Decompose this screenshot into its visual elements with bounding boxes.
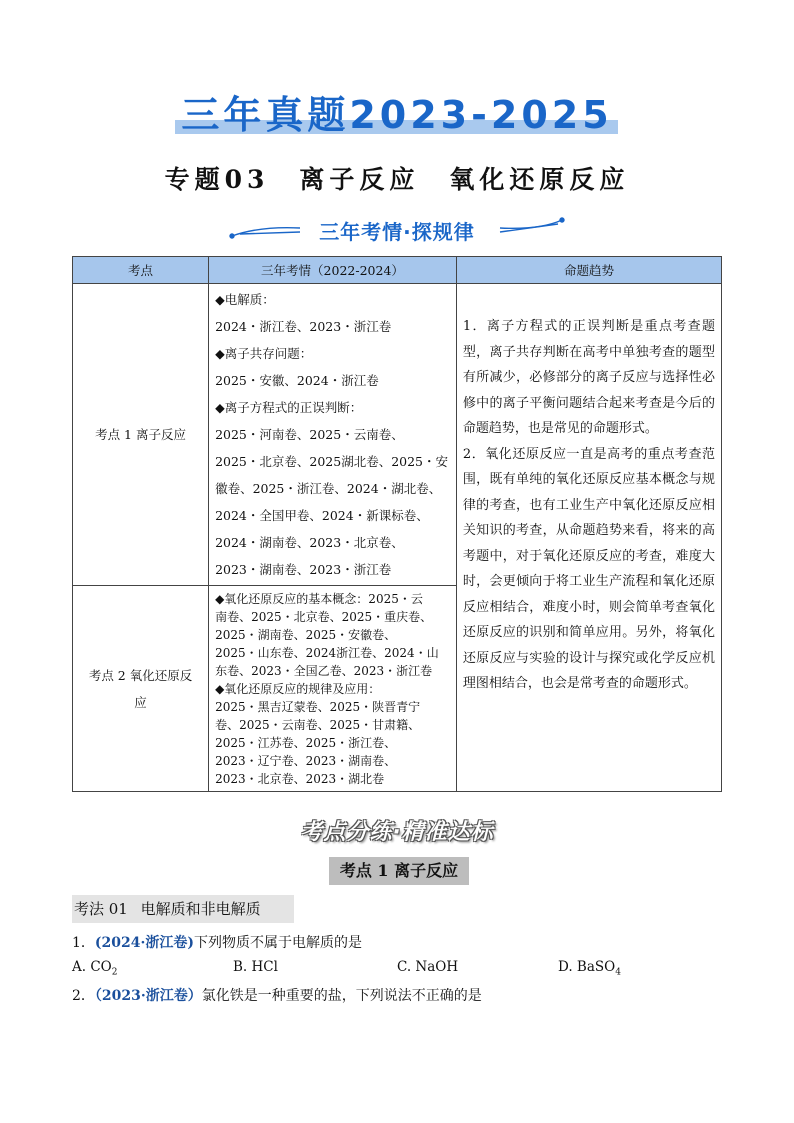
question-2 [72, 985, 482, 1005]
list-item: 2025・黑吉辽蒙卷、2025・陕晋青宁 [215, 699, 421, 714]
list-item: 2025・江苏卷、2025・浙江卷、 [215, 735, 397, 750]
trend-cell [456, 284, 721, 792]
list-item: 南卷、2025・北京卷、2025・重庆卷、 [215, 609, 433, 624]
list-item: 2023・辽宁卷、2023・湖南卷、 [215, 753, 397, 768]
list-item: ◆氧化还原反应的基本概念：2025・云 [215, 591, 423, 606]
list-item: 徽卷、2025・浙江卷、2024・湖北卷、 [215, 481, 442, 496]
question-number: 2． [72, 988, 95, 1004]
kaodian-2-cell [73, 586, 209, 792]
topic-title: 专题03 离子反应 氧化还原反应 [164, 165, 630, 194]
list-item: 2024・全国甲卷、2024・新课标卷、 [215, 508, 429, 523]
table-row [73, 284, 722, 586]
list-item: 2025・湖南卷、2025・安徽卷、 [215, 627, 397, 642]
list-item: 2023・湖南卷、2023・浙江卷 [215, 562, 392, 577]
kaofa-text: 电解质和非电解质 [140, 900, 261, 918]
question-1 [72, 932, 362, 952]
list-item: 2025・北京卷、2025湖北卷、2025・安 [215, 454, 449, 469]
question-source-tag: （2023·浙江卷） [94, 988, 202, 1004]
list-item: 2025・山东卷、2024浙江卷、2024・山 [215, 645, 439, 660]
trend-paragraph-2: 2．氧化还原反应一直是高考的重点考查范围，既有单纯的氧化还原反应基本概念与规律的考查，也有工业生产中氧化还原反应相关知识的考查，从命题趋势来看，将来的高考题中，对于氧化还原反应的考查，难度大时，会更倾向于将工业生产流程和氧化还原反应相结合，难度小时，则会简单考查氧化还原反应的识别和简单应用。另外，将氧化还原反应与实验的设计与探究或化学反应机理图相结合，也会是常考查的命题形式。 [462, 446, 715, 691]
kaofa-prefix: 考法 01 [74, 900, 128, 918]
list-item: 2025・河南卷、2025・云南卷、 [215, 427, 404, 442]
option-a[interactable]: A. $CO_2$ [72, 959, 118, 978]
question-source-tag: (2024·浙江卷) [94, 935, 195, 951]
list-item: 2024・浙江卷、2023・浙江卷 [215, 319, 392, 334]
table-header-row [73, 257, 722, 284]
header-kaoqing: 三年考情（2022-2024） [209, 257, 457, 284]
exam-summary-table [72, 256, 722, 792]
kaodian-1-cell: 考点 1 离子反应 [73, 284, 209, 586]
question-text: 氯化铁是一种重要的盐，下列说法不正确的是 [201, 988, 482, 1004]
header-trend: 命题趋势 [456, 257, 721, 284]
list-item: 2025・安徽、2024・浙江卷 [215, 373, 379, 388]
header-kaodian: 考点 [73, 257, 209, 284]
list-item: ◆离子共存问题： [215, 346, 313, 361]
kaoqing-2-cell [209, 586, 457, 792]
option-d[interactable]: D. BaSO$_4$ [558, 959, 621, 978]
kaofa-heading [72, 895, 294, 923]
list-item: 2024・湖南卷、2023・北京卷、 [215, 535, 404, 550]
list-item: 东卷、2023・全国乙卷、2023・浙江卷 [215, 663, 433, 678]
option-c[interactable]: C. NaOH [397, 959, 459, 975]
kaodian-2-line-2: 应 [134, 694, 147, 710]
option-b[interactable]: B. HCl [233, 959, 278, 975]
question-number: 1． [72, 935, 95, 951]
list-item: ◆电解质： [215, 292, 275, 307]
kaodian-heading: 考点 1 离子反应 [329, 857, 469, 885]
page-title: 三年真题2023-2025 [181, 93, 613, 137]
section-banner: 三年考情·探规律 [319, 220, 475, 244]
practice-section-title: 考点分练·精准达标 [300, 820, 494, 845]
trend-paragraph-1: 1．离子方程式的正误判断是重点考查题型，离子共存判断在高考中单独考查的题型有所减少，必修部分的离子反应与选择性必修中的离子平衡问题结合起来考查是今后的命题趋势，也是常见的命题形式。 [462, 319, 715, 436]
question-text: 下列物质不属于电解质的是 [194, 935, 363, 951]
kaoqing-1-cell [209, 284, 457, 586]
list-item: 2023・北京卷、2023・湖北卷 [215, 771, 385, 786]
list-item: 卷、2025・云南卷、2025・甘肃籍、 [215, 717, 421, 732]
kaodian-2-line-1: 考点 2 氧化还原反 [88, 667, 193, 683]
list-item: ◆离子方程式的正误判断： [215, 400, 363, 415]
list-item: ◆氧化还原反应的规律及应用： [215, 681, 381, 696]
